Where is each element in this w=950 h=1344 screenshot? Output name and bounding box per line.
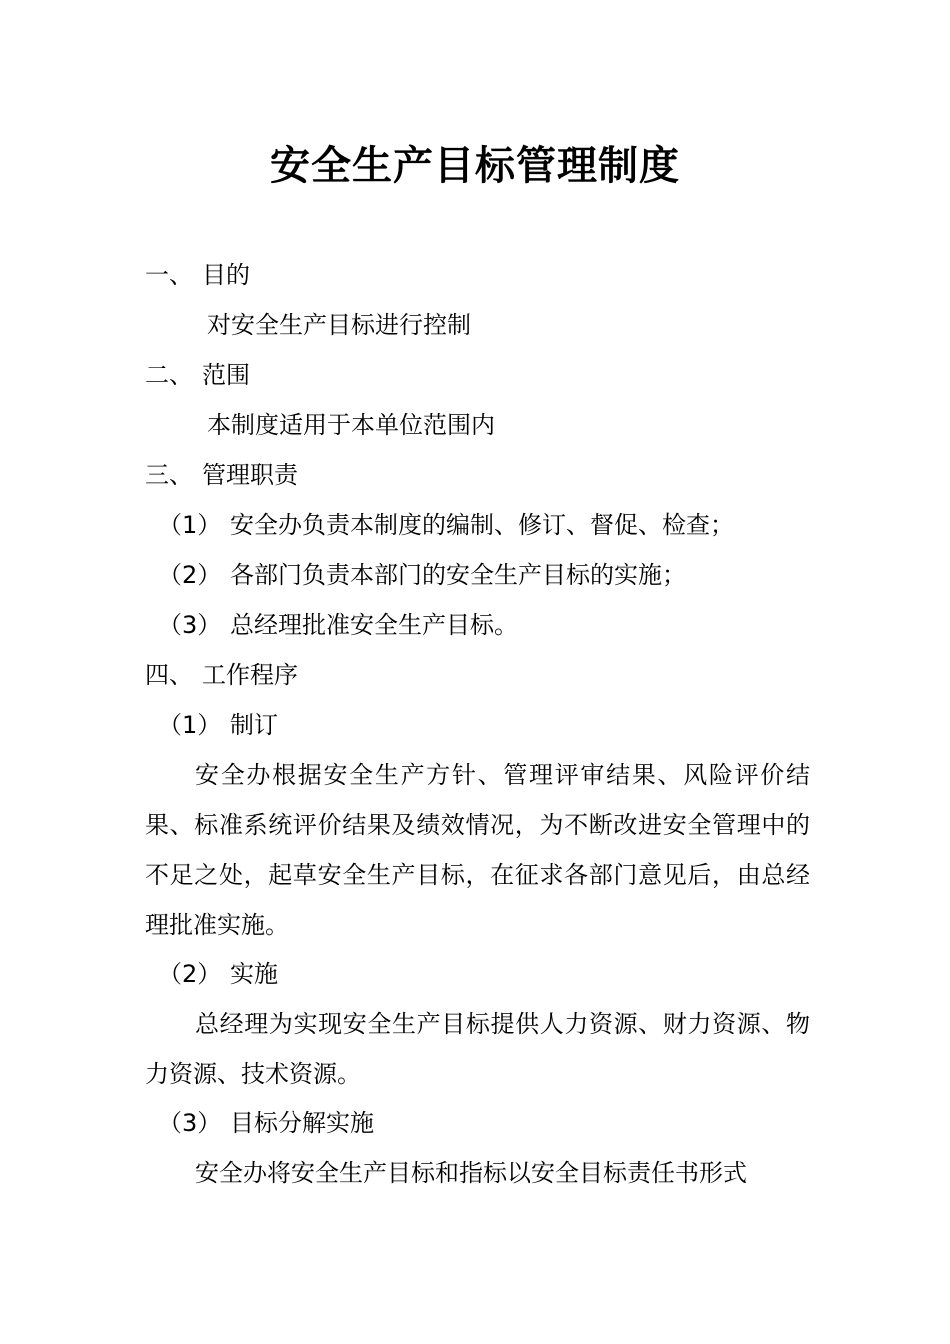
- section-number: 二、: [145, 361, 193, 389]
- subsection-title: 目标分解实施: [230, 1109, 374, 1137]
- section-number: 三、: [145, 461, 193, 489]
- subsection-heading-implementation: [158, 957, 278, 991]
- section-heading-purpose: [145, 258, 250, 292]
- document-title: 安全生产目标管理制度: [270, 143, 680, 189]
- list-item-number: （1）: [158, 511, 222, 539]
- subsection-heading-formulation: [158, 708, 278, 742]
- section-heading-responsibilities: [145, 458, 298, 492]
- list-item: [158, 558, 686, 592]
- paragraph-implementation: 总经理为实现安全生产目标提供人力资源、财力资源、物力资源、技术资源。: [145, 1010, 810, 1088]
- list-item-number: （3）: [158, 611, 222, 639]
- section-body-scope: 本制度适用于本单位范围内: [207, 411, 495, 439]
- section-heading-scope: [145, 358, 250, 392]
- list-item-text: 各部门负责本部门的安全生产目标的实施；: [230, 561, 686, 589]
- list-item-text: 安全办负责本制度的编制、修订、督促、检查；: [230, 511, 734, 539]
- section-title: 工作程序: [202, 661, 298, 689]
- subsection-title: 实施: [230, 960, 278, 988]
- section-title: 目的: [202, 261, 250, 289]
- section-title: 范围: [202, 361, 250, 389]
- paragraph-formulation: 安全办根据安全生产方针、管理评审结果、风险评价结果、标准系统评价结果及绩效情况，为不断改进安全管理中的不足之处，起草安全生产目标，在征求各部门意见后，由总经理批准实施。: [145, 761, 810, 939]
- subsection-number: （2）: [158, 960, 222, 988]
- section-body-purpose: 对安全生产目标进行控制: [207, 311, 471, 339]
- list-item-text: 总经理批准安全生产目标。: [230, 611, 518, 639]
- list-item: [158, 508, 734, 542]
- section-title: 管理职责: [202, 461, 298, 489]
- subsection-number: （1）: [158, 711, 222, 739]
- subsection-number: （3）: [158, 1109, 222, 1137]
- section-number: 四、: [145, 661, 193, 689]
- list-item-number: （2）: [158, 561, 222, 589]
- subsection-heading-decomposition: [158, 1106, 374, 1140]
- paragraph-decomposition: 安全办将安全生产目标和指标以安全目标责任书形式: [195, 1159, 747, 1187]
- section-number: 一、: [145, 261, 193, 289]
- list-item: [158, 608, 518, 642]
- subsection-title: 制订: [230, 711, 278, 739]
- section-heading-procedure: [145, 658, 298, 692]
